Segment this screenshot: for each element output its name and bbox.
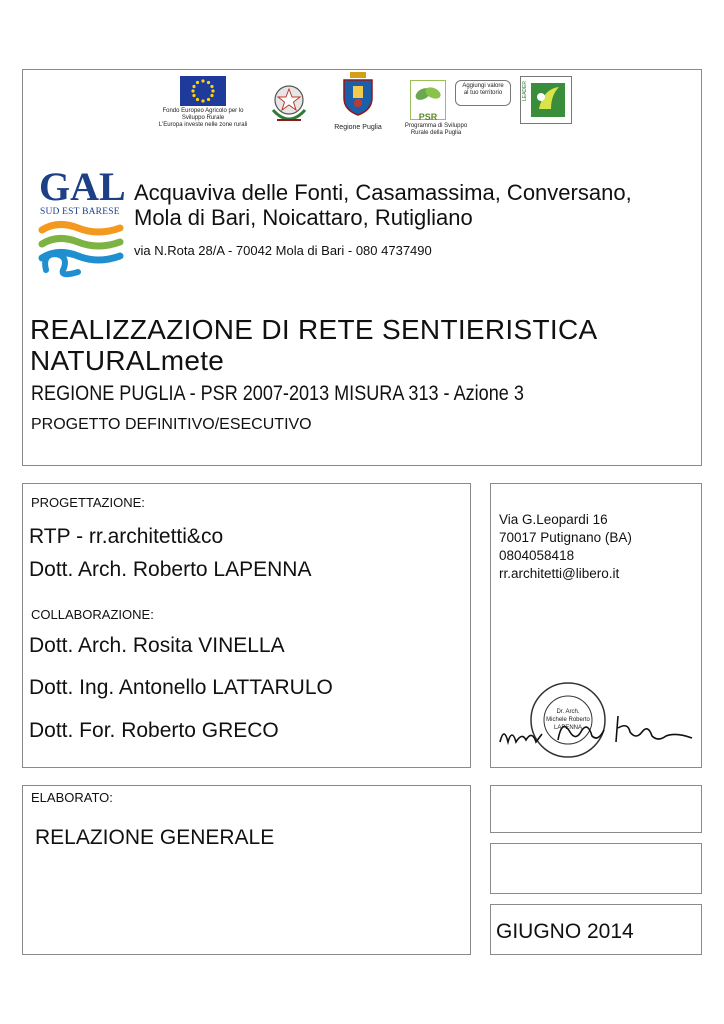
collaborator-item: Dott. For. Roberto GRECO bbox=[29, 719, 279, 742]
eu-caption-line: Fondo Europeo Agricolo per lo bbox=[162, 108, 244, 114]
progettazione-label: PROGETTAZIONE: bbox=[31, 495, 145, 510]
stamp-line: Michele Roberto bbox=[546, 717, 590, 723]
contact-street: Via G.Leopardi 16 bbox=[499, 512, 608, 527]
contact-city: 70017 Putignano (BA) bbox=[499, 530, 632, 545]
gal-logo-subtitle: SUD EST BARESE bbox=[40, 207, 120, 217]
eu-caption-line: L'Europa investe nelle zone rurali bbox=[158, 122, 248, 128]
leader-mark: LEADER bbox=[522, 81, 528, 102]
project-subtitle: REGIONE PUGLIA - PSR 2007-2013 MISURA 313 - Azione 3 bbox=[31, 382, 524, 405]
psr-logo bbox=[410, 80, 446, 120]
lead-architect: Dott. Arch. Roberto LAPENNA bbox=[29, 558, 312, 581]
collaborator-item: Dott. Arch. Rosita VINELLA bbox=[29, 634, 285, 657]
eu-logo bbox=[173, 76, 233, 106]
contact-phone: 0804058418 bbox=[499, 548, 575, 563]
document-date: GIUGNO 2014 bbox=[496, 920, 634, 943]
project-title-line1: REALIZZAZIONE DI RETE SENTIERISTICA bbox=[30, 314, 598, 345]
document-title: RELAZIONE GENERALE bbox=[35, 826, 275, 849]
collaborazione-label: COLLABORAZIONE: bbox=[31, 607, 154, 622]
psr-caption-line: Programma di Sviluppo bbox=[404, 123, 468, 129]
elaborato-label: ELABORATO: bbox=[31, 790, 113, 805]
bubble-line: al tuo territorio bbox=[463, 90, 503, 96]
signature-icon bbox=[496, 712, 698, 752]
stamp-line: Dr. Arch. bbox=[556, 709, 580, 715]
bubble-line: Aggiungi valore bbox=[462, 83, 504, 89]
collaborator-item: Dott. Ing. Antonello LATTARULO bbox=[29, 676, 333, 699]
italian-republic-emblem-icon bbox=[267, 80, 311, 128]
contact-block bbox=[499, 511, 632, 583]
gal-waves-icon bbox=[38, 220, 124, 282]
project-phase: PROGETTO DEFINITIVO/ESECUTIVO bbox=[31, 416, 312, 433]
regione-puglia-crest-icon bbox=[340, 72, 376, 116]
psr-caption bbox=[393, 123, 479, 137]
elaborato-panel bbox=[22, 785, 471, 955]
eu-flag-icon bbox=[180, 76, 226, 106]
eu-caption-line: Sviluppo Rurale bbox=[181, 115, 225, 121]
gal-address: via N.Rota 28/A - 70042 Mola di Bari - 080 4737490 bbox=[134, 243, 432, 258]
psr-caption-line: Rurale della Puglia bbox=[410, 130, 462, 136]
project-title-line2: NATURALmete bbox=[30, 345, 225, 376]
psr-speech-bubble bbox=[455, 80, 511, 106]
funding-logos bbox=[155, 72, 575, 142]
leader-logo bbox=[520, 76, 572, 124]
gal-logo-text: GAL bbox=[39, 164, 126, 209]
psr-mark: PSR bbox=[418, 112, 438, 122]
gal-municipalities-line1: Acquaviva delle Fonti, Casamassima, Conversano, bbox=[134, 180, 632, 205]
gal-municipalities-line2: Mola di Bari, Noicattaro, Rutigliano bbox=[134, 205, 473, 230]
eu-caption bbox=[147, 108, 259, 129]
blank-field-2 bbox=[490, 843, 702, 894]
regione-caption: Regione Puglia bbox=[334, 124, 382, 131]
design-firm: RTP - rr.architetti&co bbox=[29, 525, 224, 548]
leaf-icon bbox=[411, 81, 445, 107]
leader-emblem-icon bbox=[521, 77, 571, 123]
contact-email: rr.architetti@libero.it bbox=[499, 566, 620, 581]
blank-field-1 bbox=[490, 785, 702, 833]
stamp-line: LAPENNA bbox=[553, 725, 583, 731]
